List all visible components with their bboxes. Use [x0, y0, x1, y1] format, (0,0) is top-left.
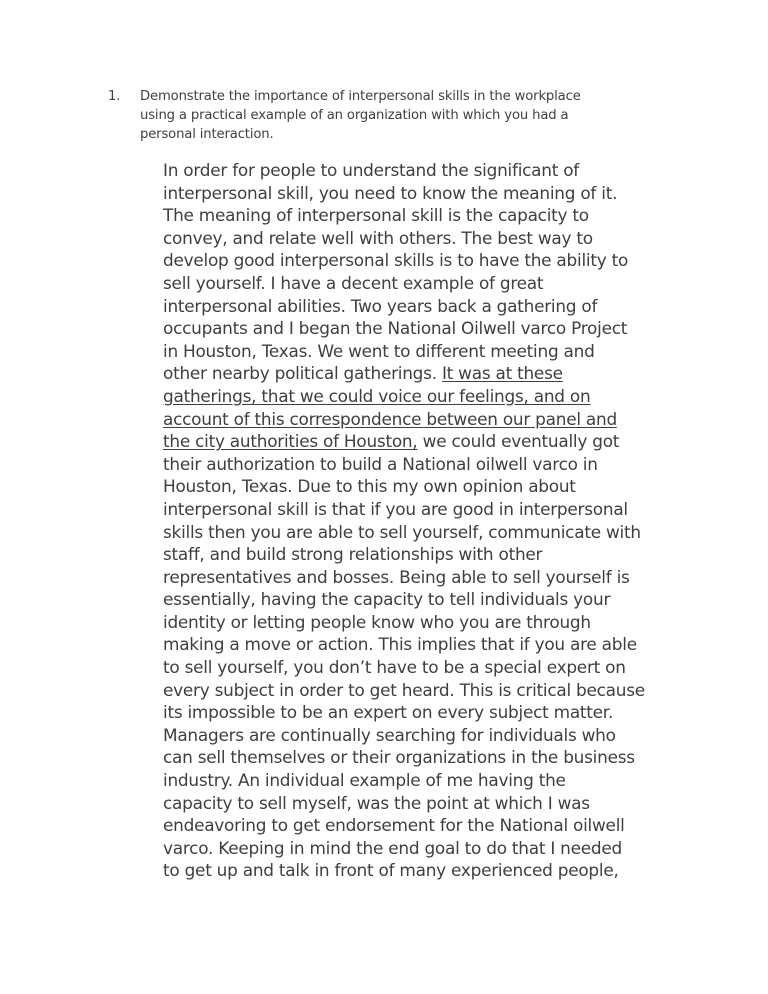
answer-text: interpersonal skill is that if you are good in interpersonal [163, 498, 628, 519]
answer-line [163, 295, 663, 318]
question-line: Demonstrate the importance of interpersonal skills in the workplace [140, 89, 581, 104]
underlined-text: account of this correspondence between our panel and [163, 408, 617, 429]
answer-line [163, 182, 663, 205]
answer-line [163, 611, 663, 634]
answer-text: staff, and build strong relationships with other [163, 544, 543, 565]
answer-text: making a move or action. This implies that if you are able [163, 634, 637, 655]
answer-line [163, 656, 663, 679]
answer-text: occupants and I began the National Oilwell varco Project [163, 318, 628, 339]
answer-line [163, 385, 663, 408]
answer-text: skills then you are able to sell yourself, communicate with [163, 521, 641, 542]
answer-text: convey, and relate well with others. The best way to [163, 227, 593, 248]
answer-text: endeavoring to get endorsement for the National oilwell [163, 815, 625, 836]
question-item [108, 87, 668, 144]
answer-text: every subject in order to get heard. This is critical because [163, 679, 645, 700]
answer-text: other nearby political gatherings. [163, 363, 442, 384]
answer-line [163, 566, 663, 589]
answer-text: essentially, having the capacity to tell individuals your [163, 589, 611, 610]
answer-text: representatives and bosses. Being able to sell yourself is [163, 566, 630, 587]
answer-text: develop good interpersonal skills is to have the ability to [163, 250, 629, 271]
answer-line [163, 633, 663, 656]
answer-text: to sell yourself, you don’t have to be a special expert on [163, 657, 626, 678]
answer-line [163, 362, 663, 385]
answer-text: to get up and talk in front of many experienced people, [163, 860, 619, 881]
answer-paragraph [163, 159, 663, 882]
answer-line [163, 159, 663, 182]
answer-line [163, 769, 663, 792]
answer-text: sell yourself. I have a decent example of great [163, 272, 544, 293]
underlined-text: the city authorities of Houston, [163, 431, 418, 452]
answer-line [163, 498, 663, 521]
underlined-text: gatherings, that we could voice our feelings, and on [163, 385, 591, 406]
answer-text: their authorization to build a National oilwell varco in [163, 453, 598, 474]
answer-line [163, 814, 663, 837]
answer-text: interpersonal abilities. Two years back a gathering of [163, 295, 598, 316]
answer-line [163, 724, 663, 747]
answer-text: can sell themselves or their organizations in the business [163, 747, 635, 768]
answer-line [163, 521, 663, 544]
answer-text: in Houston, Texas. We went to different meeting and [163, 340, 595, 361]
question-line: using a practical example of an organization with which you had a [140, 108, 569, 123]
answer-text: interpersonal skill, you need to know the meaning of it. [163, 182, 618, 203]
answer-line [163, 859, 663, 882]
answer-line [163, 408, 663, 431]
answer-text: Managers are continually searching for individuals who [163, 724, 616, 745]
answer-line [163, 453, 663, 476]
question-line: personal interaction. [140, 127, 274, 142]
question-number: 1. [108, 89, 121, 104]
answer-line [163, 430, 663, 453]
answer-line [163, 475, 663, 498]
answer-text: identity or letting people know who you are through [163, 611, 591, 632]
answer-line [163, 227, 663, 250]
answer-line [163, 204, 663, 227]
answer-line [163, 249, 663, 272]
answer-text: we could eventually got [417, 431, 620, 452]
answer-text: Houston, Texas. Due to this my own opinion about [163, 476, 576, 497]
answer-line [163, 746, 663, 769]
answer-line [163, 543, 663, 566]
answer-text: In order for people to understand the significant of [163, 160, 579, 180]
answer-line [163, 792, 663, 815]
answer-text: capacity to sell myself, was the point at which I was [163, 792, 590, 813]
answer-text: industry. An individual example of me having the [163, 770, 566, 791]
answer-line [163, 588, 663, 611]
underlined-text: It was at these [441, 363, 563, 384]
answer-text: its impossible to be an expert on every subject matter. [163, 702, 614, 723]
answer-text: varco. Keeping in mind the end goal to do that I needed [163, 837, 623, 858]
answer-line [163, 340, 663, 363]
answer-line [163, 272, 663, 295]
answer-line [163, 837, 663, 860]
answer-line [163, 317, 663, 340]
answer-line [163, 701, 663, 724]
question-text [140, 87, 668, 144]
answer-text: The meaning of interpersonal skill is the capacity to [163, 205, 589, 226]
answer-line [163, 679, 663, 702]
